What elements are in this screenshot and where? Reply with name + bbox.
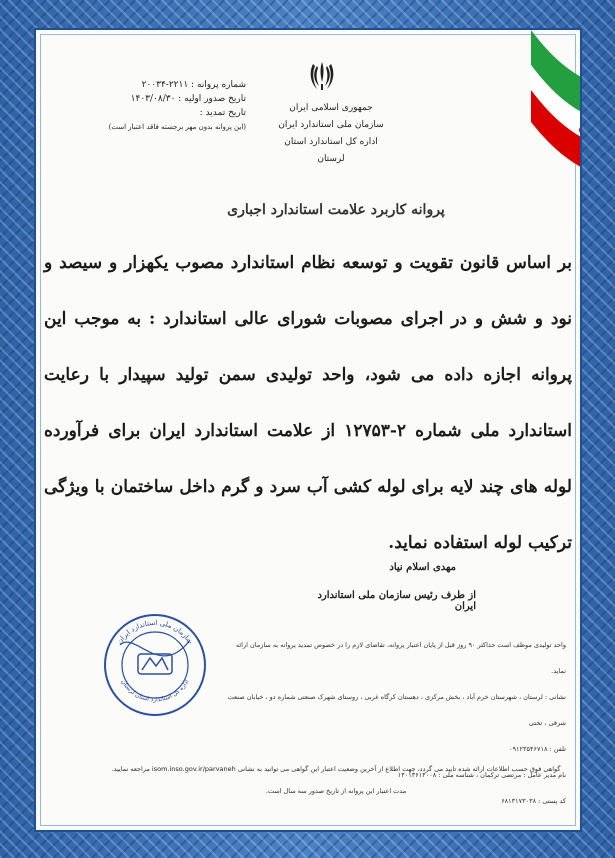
signatory-title: از طرف رئیس سازمان ملی استاندارد ایران xyxy=(317,590,476,612)
footer-verification xyxy=(106,758,566,780)
renewal-date: تاریخ تمدید : xyxy=(199,108,246,118)
certificate-number: شماره پروانه : ۲۲۱۱-۲۰۰۳۴ xyxy=(141,80,246,90)
certificate-body: بر اساس قانون تقویت و توسعه نظام استاندارد مصوب یکهزار و سیصد و نود و شش و در اجرای مصوبات شورای عالی استاندارد : به موجب این پروانه اجازه داده می شود، واحد تولیدی سمن تولید سپیدار با رعایت استاندارد ملی شماره ۲-۱۲۷۵۳ از علامت استاندارد ایران برای فرآورده لوله های چند لایه برای لوله کشی آب سرد و گرم داخل ساختمان با ویژگی ترکیب لوله استفاده نماید. xyxy=(44,253,572,553)
certificate-title: پروانه کاربرد علامت استاندارد اجباری xyxy=(227,202,445,218)
certificate-footer xyxy=(106,758,566,802)
note-renewal: واحد تولیدی موظف است حداکثر ۹۰ روز قبل از پایان اعتبار پروانه، تقاضای لازم را در خصوص تمدید پروانه به سازمان ارائه نماید. xyxy=(235,641,566,675)
validity-note: (این پروانه بدون مهر برجسته فاقد اعتبار است) xyxy=(108,123,246,131)
certificate-paper xyxy=(34,28,582,832)
org-name: سازمان ملی استاندارد ایران xyxy=(278,120,384,130)
iran-emblem-icon xyxy=(309,60,335,92)
header-meta xyxy=(106,78,246,134)
issue-date: تاریخ صدور اولیه : ۱۴۰۳/۰۸/۳۰ xyxy=(130,94,246,104)
official-stamp xyxy=(100,610,210,720)
note-address: نشانی : لرستان ، شهرستان خرم آباد ، بخش مرکزی ، دهستان کرگاه غربی ، روستای شهرک صنعتی شماره دو ، خیابان صنعت شرقی ، تختی xyxy=(227,693,566,727)
note-phone: تلفن : ۰۹۱۲۳۵۴۶۷۱۸ xyxy=(509,745,566,753)
signatory-name: مهدی اسلام نیاد xyxy=(389,562,456,573)
svg-text:اداره کل استاندارد استان لرستا: اداره کل استاندارد استان لرستان xyxy=(119,678,191,704)
footer-verify-after: مراجعه نمایید. xyxy=(111,765,150,773)
svg-text:سازمان ملی استاندارد ایران: سازمان ملی استاندارد ایران xyxy=(115,618,195,646)
note-postal-code: کد پستی : ۶۸۱۳۱۷۳۰۳۸ xyxy=(501,797,566,805)
footer-verify-before: گواهی فوق حسب اطلاعات ارائه شده تایید می گردد، جهت اطلاع از آخرین وضعیت اعتبار این گواهی می توانید به نشانی xyxy=(237,765,561,773)
org-department: اداره کل استاندارد استان لرستان xyxy=(284,137,378,164)
footer-validity: مدت اعتبار این پروانه از تاریخ صدور سه سال است. xyxy=(265,787,407,795)
issuing-organization xyxy=(276,100,386,168)
verification-link[interactable]: isom.inso.gov.ir/parvaneh xyxy=(151,765,236,773)
iran-flag-ribbon xyxy=(491,30,582,190)
org-country: جمهوری اسلامی ایران xyxy=(289,103,373,113)
note-manager: نام مدیر عامل : مرتضی ترکمان ، شناسه ملی : ۱۴۰۱۳۶۱۴۰۰۸ xyxy=(397,771,566,779)
